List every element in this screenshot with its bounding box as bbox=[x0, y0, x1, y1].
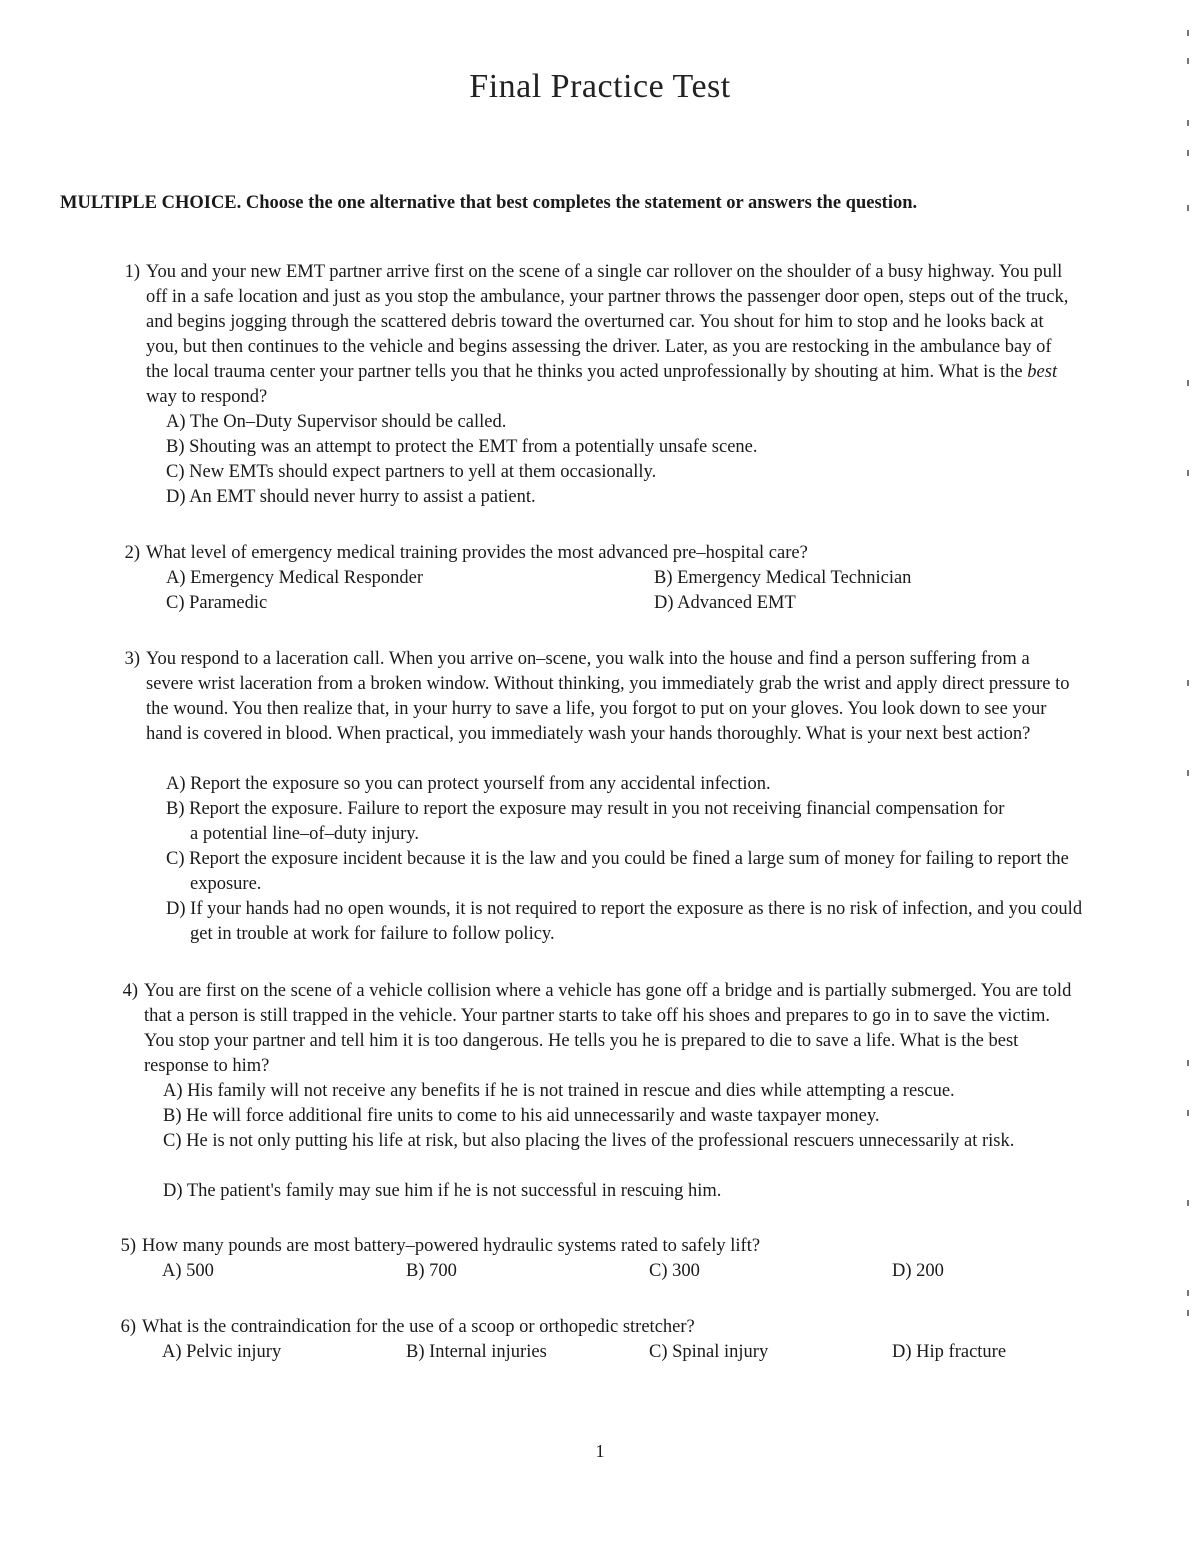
question-stem: You respond to a laceration call. When you arrive on–scene, you walk into the house and find a person suffering from a severe wrist laceration from a broken window. Without thinking, you immediately grab the wrist and apply direct pressure to the wound. You then realize that, in your hurry to save a life, you forgot to put on your gloves. You look down to see your hand is covered in blood. When practical, you immediately wash your hands thoroughly. What is your next best action? bbox=[146, 649, 1070, 744]
instructions bbox=[60, 193, 1160, 214]
answer-option-a: A) Emergency Medical Responder bbox=[166, 568, 424, 588]
answer-option-d: D) If your hands had no open wounds, it is not required to report the exposure as there is no risk of infection, and you could get in trouble at work for failure to follow policy. bbox=[166, 899, 1083, 944]
question-stem: What level of emergency medical training provides the most advanced pre–hospital care? bbox=[146, 543, 808, 563]
answer-option-a: A) Report the exposure so you can protect yourself from any accidental infection. bbox=[166, 774, 771, 794]
instructions-heading: MULTIPLE CHOICE. bbox=[60, 193, 242, 213]
question-number: 2) bbox=[124, 543, 140, 563]
question-number: 6) bbox=[120, 1317, 136, 1337]
answer-option-d: D) The patient's family may sue him if he is not successful in rescuing him. bbox=[163, 1181, 722, 1201]
answer-option-c: C) Paramedic bbox=[166, 593, 268, 613]
question-stem: You and your new EMT partner arrive first on the scene of a single car rollover on the shoulder of a busy highway. You pull off in a safe location and just as you stop the ambulance, your partner throws the passenger door open, steps out of the truck, and begins jogging through the scattered debris toward the overturned car. You shout for him to stop and he looks back at you, but then continues to the vehicle and begins assessing the driver. Later, as you are restocking in the ambulance bay of the local trauma center your partner tells you that he thinks you acted unprofessionally by shouting at him. What is the best way to respond? bbox=[146, 262, 1069, 407]
answer-option-c: C) New EMTs should expect partners to yell at them occasionally. bbox=[166, 462, 657, 482]
question-number: 4) bbox=[122, 981, 138, 1001]
answer-option-a: A) 500 bbox=[162, 1261, 214, 1281]
page-title: Final Practice Test bbox=[469, 68, 731, 105]
answer-option-b: B) Internal injuries bbox=[406, 1342, 547, 1362]
answer-option-b: B) Report the exposure. Failure to report the exposure may result in you not receiving financial compensation for a potential line–of–duty injury. bbox=[166, 799, 1005, 844]
question-stem: How many pounds are most battery–powered hydraulic systems rated to safely lift? bbox=[142, 1236, 761, 1256]
answer-option-a: A) The On–Duty Supervisor should be called. bbox=[166, 412, 507, 432]
answer-option-c: C) Spinal injury bbox=[649, 1342, 769, 1362]
instructions-text: Choose the one alternative that best completes the statement or answers the question. bbox=[245, 193, 918, 213]
answer-option-d: D) Hip fracture bbox=[892, 1342, 1007, 1362]
answer-option-d: D) Advanced EMT bbox=[654, 593, 796, 613]
answer-option-b: B) 700 bbox=[406, 1261, 457, 1281]
answer-option-b: B) Emergency Medical Technician bbox=[654, 568, 912, 588]
answer-option-d: D) 200 bbox=[892, 1261, 944, 1281]
emphasis-best: best bbox=[1027, 362, 1058, 382]
answer-option-d: D) An EMT should never hurry to assist a patient. bbox=[166, 487, 536, 507]
answer-option-c: C) Report the exposure incident because it is the law and you could be fined a large sum of money for failing to report the exposure. bbox=[166, 849, 1069, 894]
question-number: 1) bbox=[124, 262, 140, 282]
question-number: 3) bbox=[124, 649, 140, 669]
answer-option-b: B) He will force additional fire units to come to his aid unnecessarily and waste taxpayer money. bbox=[163, 1106, 880, 1126]
question-number: 5) bbox=[120, 1236, 136, 1256]
answer-option-a: A) Pelvic injury bbox=[162, 1342, 282, 1362]
answer-option-c: C) 300 bbox=[649, 1261, 700, 1281]
page-number: 1 bbox=[595, 1441, 605, 1461]
answer-option-b: B) Shouting was an attempt to protect the EMT from a potentially unsafe scene. bbox=[166, 437, 758, 457]
question-stem: What is the contraindication for the use of a scoop or orthopedic stretcher? bbox=[142, 1317, 695, 1337]
scan-edge-marks bbox=[1183, 0, 1193, 1553]
answer-option-a: A) His family will not receive any benefits if he is not trained in rescue and dies while attempting a rescue. bbox=[163, 1081, 955, 1101]
question-stem: You are first on the scene of a vehicle collision where a vehicle has gone off a bridge and is partially submerged. You are told that a person is still trapped in the vehicle. Your partner starts to take off his shoes and prepares to go in to save the victim. You stop your partner and tell him it is too dangerous. He tells you he is prepared to die to save a life. What is the best response to him? bbox=[144, 981, 1072, 1076]
answer-option-c: C) He is not only putting his life at risk, but also placing the lives of the professional rescuers unnecessarily at risk. bbox=[163, 1131, 1015, 1151]
